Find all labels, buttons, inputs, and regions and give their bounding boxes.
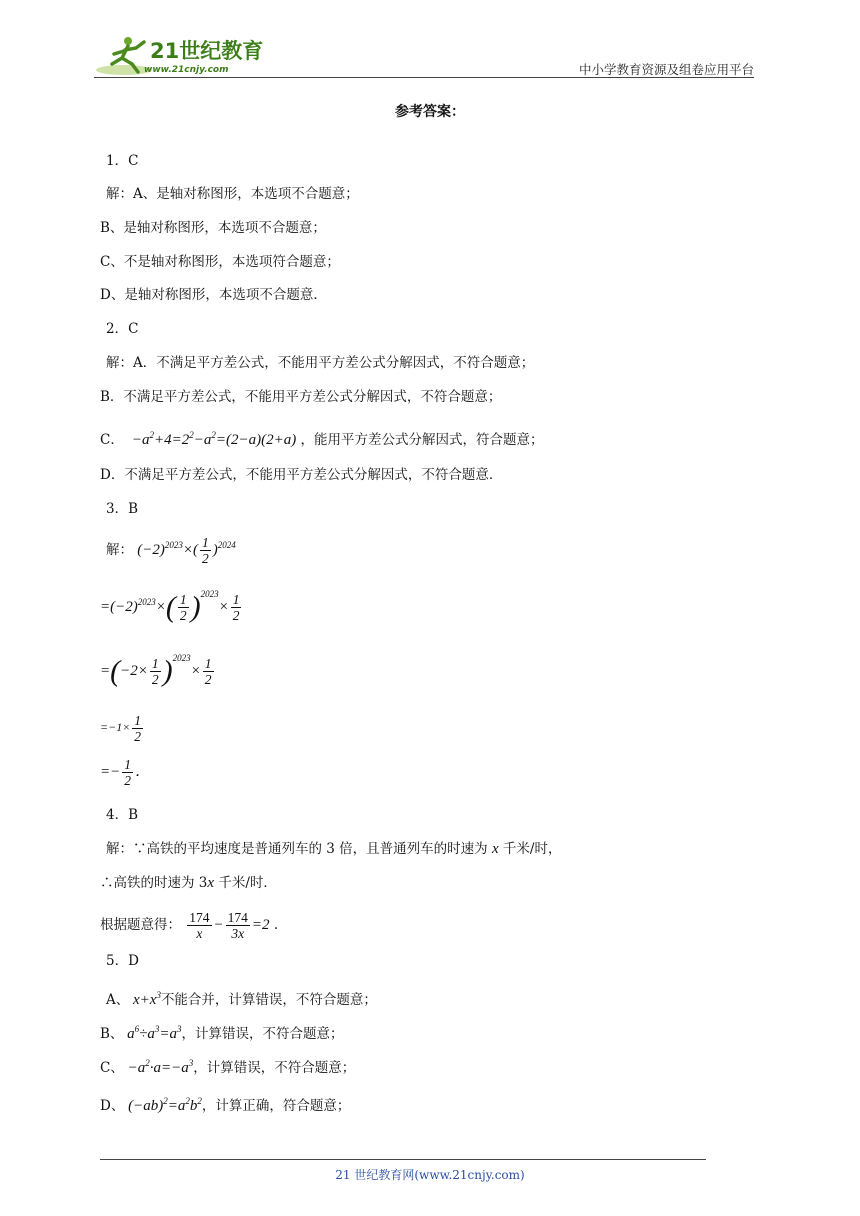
q4-line3: 根据题意得： $\frac{174}{x}$ − $\frac{174}{3x}$ =2 . — [100, 910, 279, 941]
q4-line2: ∴高铁的时速为 3x 千米/时． — [100, 875, 277, 891]
q1-heading: 1．C — [106, 153, 139, 169]
q2-formula: $-a^2+4=2^2-a^2=(2-a)(2+a)$ — [128, 430, 297, 448]
q3-step2: =(−2× $\frac{1}{2}$ )$^{2023}$× $\frac{1}{2}$ — [100, 652, 212, 688]
q1-line2: B、是轴对称图形，本选项不合题意； — [100, 220, 326, 236]
logo-runner-icon — [94, 34, 264, 78]
q4-line1: 解：∵高铁的平均速度是普通列车的 3 倍，且普通列车的时速为 x 千米/时， — [106, 841, 562, 857]
q3-step4: =− $\frac{1}{2}$ ． — [100, 757, 151, 788]
q2-line3-prefix: C． — [100, 432, 124, 448]
q2-line1: 解：A．不满足平方差公式，不能用平方差公式分解因式，不符合题意； — [106, 355, 535, 371]
q2-line2: B．不满足平方差公式，不能用平方差公式分解因式，不符合题意； — [100, 389, 502, 405]
q3-step3: =−1× $\frac{1}{2}$ — [100, 713, 142, 744]
q2-heading: 2．C — [106, 321, 139, 337]
q5-line1: A、 $x+x^3$不能合并，计算错误，不符合题意； — [106, 990, 377, 1008]
q5-heading: 5．D — [106, 953, 139, 969]
svg-text:21世纪教育: 21世纪教育 — [150, 39, 264, 63]
platform-name: 中小学教育资源及组卷应用平台 — [578, 62, 754, 77]
svg-text:www.21cnjy.com: www.21cnjy.com — [144, 65, 229, 75]
footer-divider — [100, 1159, 706, 1160]
page-footer[interactable]: 21 世纪教育网(www.21cnjy.com) — [335, 1168, 525, 1182]
q2-line3 — [100, 425, 544, 450]
q1-line1: 解：A、是轴对称图形，本选项不合题意； — [106, 186, 359, 202]
page-title: 参考答案： — [395, 104, 465, 120]
q3-heading: 3．B — [106, 501, 139, 517]
q1-line3: C、不是轴对称图形，本选项符合题意； — [100, 254, 340, 270]
page-header — [94, 30, 754, 78]
q4-heading: 4．B — [106, 807, 139, 823]
q2-line3-suffix: ，能用平方差公式分解因式，符合题意； — [300, 432, 544, 448]
q2-line4: D．不满足平方差公式，不能用平方差公式分解因式，不符合题意． — [100, 467, 503, 483]
q5-line3: C、 $-a^2\cdot a=-a^3$，计算错误，不符合题意； — [100, 1058, 356, 1076]
q5-line4: D、 $(-ab)^2=a^2b^2$，计算正确，符合题意； — [100, 1096, 351, 1114]
q3-line1 — [106, 535, 236, 566]
header-divider — [94, 77, 754, 78]
q3-jie: 解： — [106, 542, 133, 558]
q5-line2: B、 $a^6\div a^3=a^3$，计算错误，不符合题意； — [100, 1024, 344, 1042]
q3-expr: $(-2)^{2023}\times$( $\frac{1}{2}$ )$^{2024}$ — [137, 535, 236, 567]
q3-step1: $=(-2)^{2023}\times$( $\frac{1}{2}$ )$^{2023}$× $\frac{1}{2}$ — [100, 589, 240, 624]
q1-line4: D、是轴对称图形，本选项不合题意． — [100, 287, 327, 303]
